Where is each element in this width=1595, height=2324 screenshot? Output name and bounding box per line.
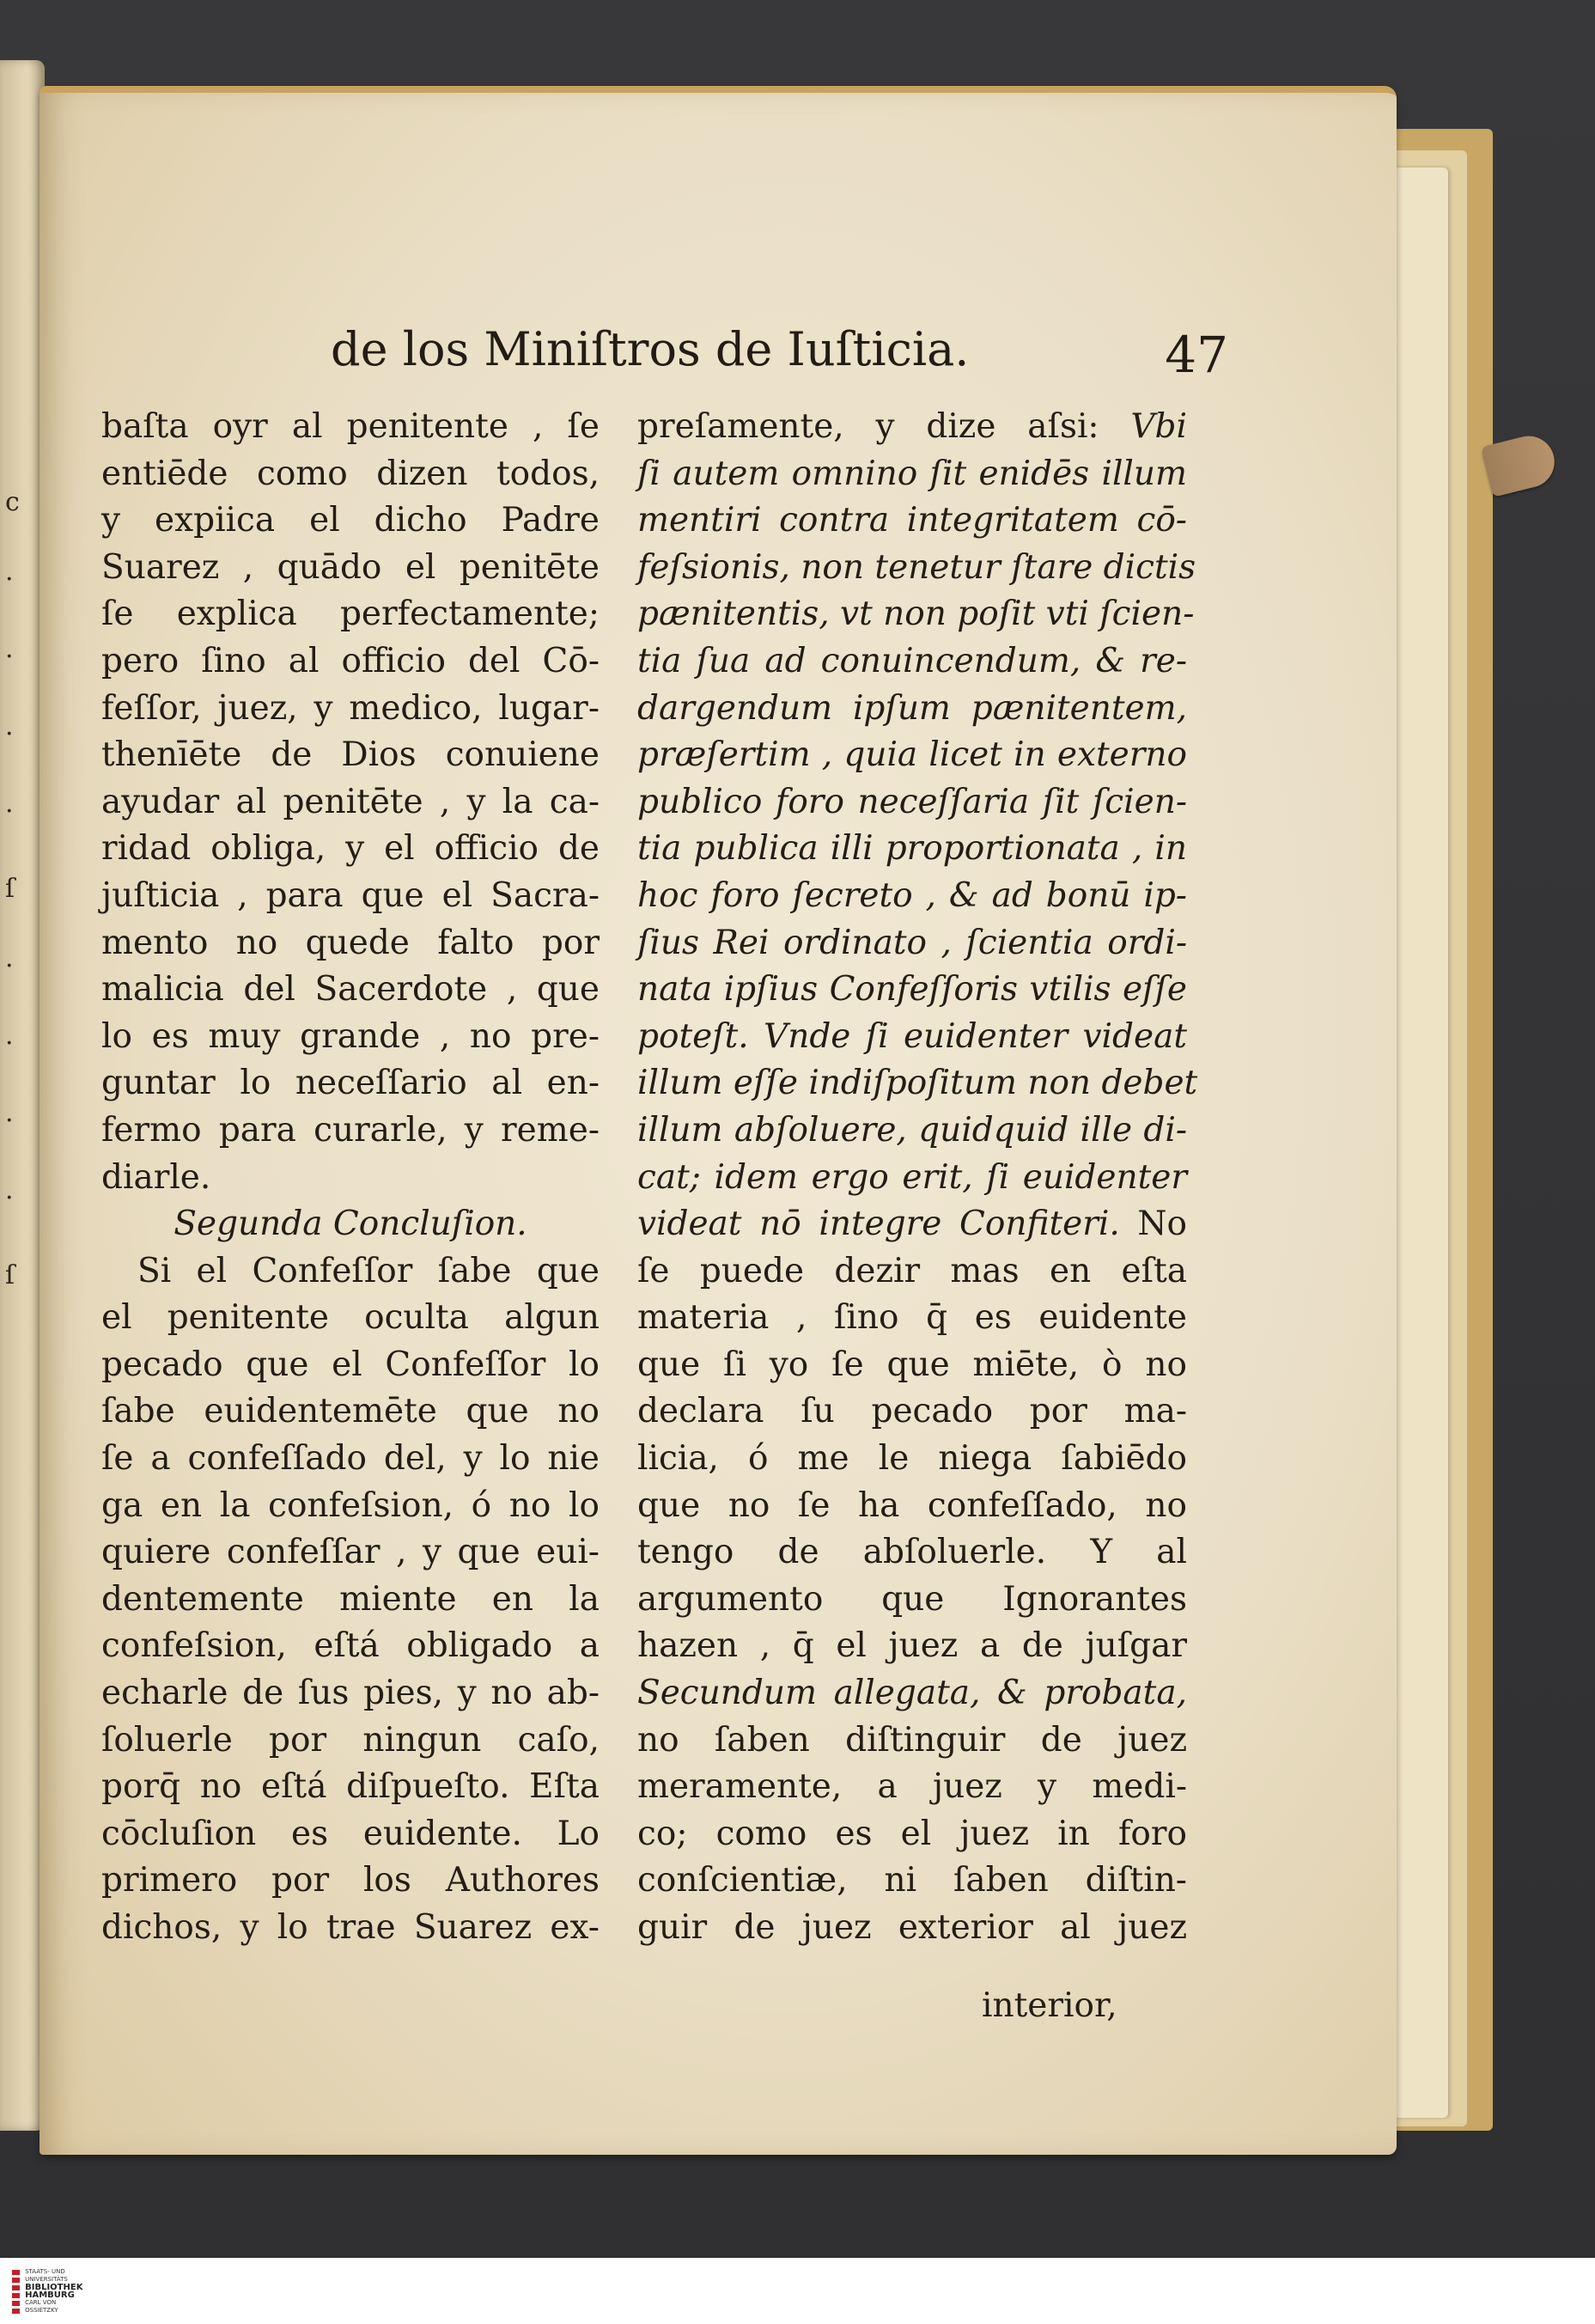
text-line: no ſaben diſtinguir de juez: [637, 1720, 1187, 1760]
text-line: dargendum ipſum pænitentem,: [637, 688, 1187, 728]
page-number: 47: [1165, 326, 1228, 384]
right-text-column: [637, 404, 1198, 1952]
text-line: lo es muy grande , no pre-: [101, 1016, 600, 1056]
text-line: ſe puede dezir mas en eſta: [637, 1251, 1187, 1290]
margin-mark: ·: [5, 1028, 14, 1058]
margin-mark: ·: [5, 1106, 14, 1136]
margin-mark: ·: [5, 796, 14, 827]
text-line: pero ſino al officio del Cō-: [101, 641, 600, 680]
text-line: echarle de ſus pies, y no ab-: [101, 1674, 600, 1713]
text-line: dichos, y lo trae Suarez ex-: [101, 1908, 600, 1947]
footer-strip: [0, 2258, 1595, 2324]
text-line: pænitentis, vt non poſit vti ſcien-: [637, 595, 1195, 634]
text-line: porq̄ no eſtá diſpueſto. Eſta: [101, 1767, 600, 1807]
text-line: y expiica el dicho Padre: [101, 501, 600, 540]
text-line: confeſsion, eſtá obligado a: [101, 1626, 600, 1666]
text-line: mento no quede falto por: [101, 923, 600, 962]
text-line: cōcluſion es euidente. Lo: [101, 1814, 600, 1853]
text-line: illum abſoluere, quidquid ille di-: [637, 1110, 1187, 1150]
section-heading: Segunda Concluſion.: [174, 1205, 527, 1244]
text-line: ridad obliga, y el officio de: [101, 829, 600, 869]
margin-mark: ·: [5, 564, 14, 595]
text-line: thenīēte de Dios conuiene: [101, 735, 600, 775]
text-line: cat; idem ergo erit, ſi euidenter: [637, 1157, 1187, 1197]
text-line: ſius Rei ordinato , ſcientia ordi-: [637, 923, 1187, 962]
left-text-column: [101, 404, 600, 1952]
text-line: hoc foro ſecreto , & ad bonū ip-: [637, 875, 1187, 915]
text-line: malicia del Sacerdote , que: [101, 970, 600, 1010]
text-line: primero por los Authores: [101, 1861, 600, 1900]
text-line: feſsionis, non tenetur ſtare dictis: [637, 547, 1196, 587]
text-line: hazen , q̄ el juez a de juſgar: [637, 1626, 1187, 1666]
margin-mark: ·: [5, 1183, 14, 1213]
library-logo: [12, 2265, 89, 2318]
text-line: quiere confeſſar , y que eui-: [101, 1533, 600, 1572]
text-line: Si el Confeſſor ſabe que: [137, 1251, 600, 1290]
text-line: Secundum allegata, & probata,: [637, 1674, 1187, 1713]
text-line: publico foro neceſſaria ſit ſcien-: [637, 782, 1187, 821]
facing-page-edge: [0, 60, 45, 2131]
margin-mark: ſ: [5, 874, 15, 904]
text-line: mentiri contra integritatem cō-: [637, 501, 1187, 540]
text-line: tengo de abſoluerle. Y al: [637, 1533, 1187, 1572]
margin-mark: ſ: [5, 1260, 15, 1290]
text-line: fermo para curarle, y reme-: [101, 1110, 600, 1150]
page-header: [292, 322, 1254, 400]
text-line: ga en la confeſsion, ó no lo: [101, 1485, 600, 1525]
running-head: de los Miniſtros de Iuſticia.: [331, 322, 970, 376]
text-line: ſoluerle por ningun caſo,: [101, 1720, 600, 1760]
text-line: videat nō integre Confiteri. No: [637, 1205, 1187, 1244]
facing-page-margin-marks: [5, 464, 20, 1314]
text-line: tia publica illi proportionata , in: [637, 829, 1187, 869]
text-line: preſamente, y dize aſsi: Vbi: [637, 407, 1187, 446]
text-line: præſertim , quia licet in externo: [637, 735, 1187, 775]
text-line: que no ſe ha confeſſado, no: [637, 1485, 1187, 1525]
text-line: Suarez , quādo el penitēte: [101, 547, 600, 587]
text-line: ſe a confeſſado del, y lo nie: [101, 1439, 600, 1479]
text-line: meramente, a juez y medi-: [637, 1767, 1187, 1807]
text-line: dentemente miente en la: [101, 1579, 600, 1619]
text-line: tia ſua ad conuincendum, & re-: [637, 641, 1187, 680]
text-line: feſſor, juez, y medico, lugar-: [101, 688, 600, 728]
text-line: que ſi yo ſe que miēte, ò no: [637, 1345, 1187, 1384]
text-line: juſticia , para que el Sacra-: [101, 875, 600, 915]
text-line: ayudar al penitēte , y la ca-: [101, 782, 600, 821]
text-line: entiēde como dizen todos,: [101, 454, 600, 493]
text-line: argumento que Ignorantes: [637, 1579, 1187, 1619]
text-line: ſe explica perfectamente;: [101, 595, 600, 634]
margin-mark: ·: [5, 719, 14, 749]
library-logo-text: STAATS- UND UNIVERSITÄTS BIBLIOTHEK HAMBURG CARL VON OSSIETZKY: [25, 2268, 83, 2314]
library-logo-mark-icon: [12, 2269, 20, 2314]
text-line: diarle.: [101, 1157, 211, 1197]
text-line: materia , ſino q̄ es euidente: [637, 1298, 1187, 1338]
text-line: ſabe euidentemēte que no: [101, 1392, 600, 1431]
text-line: ſi autem omnino ſit enidēs illum: [637, 454, 1187, 493]
margin-mark: c: [5, 487, 20, 517]
text-line: guntar lo neceſſario al en-: [101, 1064, 600, 1103]
margin-mark: ·: [5, 951, 14, 981]
text-line: conſcientiæ, ni ſaben diſtin-: [637, 1861, 1187, 1900]
text-line: co; como es el juez in foro: [637, 1814, 1187, 1853]
text-line: el penitente oculta algun: [101, 1298, 600, 1338]
text-line: poteſt. Vnde ſi euidenter videat: [637, 1016, 1187, 1056]
text-line: declara ſu pecado por ma-: [637, 1392, 1187, 1431]
text-line: licia, ó me le niega ſabiēdo: [637, 1439, 1187, 1479]
margin-mark: ·: [5, 642, 14, 672]
text-line: baſta oyr al penitente , ſe: [101, 407, 600, 446]
text-line: guir de juez exterior al juez: [637, 1908, 1187, 1947]
text-line: pecado que el Confeſſor lo: [101, 1345, 600, 1384]
text-line: nata ipſius Confeſſoris vtilis eſſe: [637, 970, 1187, 1010]
catchword: interior,: [982, 1986, 1117, 2025]
text-line: illum eſſe indiſpoſitum non debet: [637, 1064, 1198, 1103]
